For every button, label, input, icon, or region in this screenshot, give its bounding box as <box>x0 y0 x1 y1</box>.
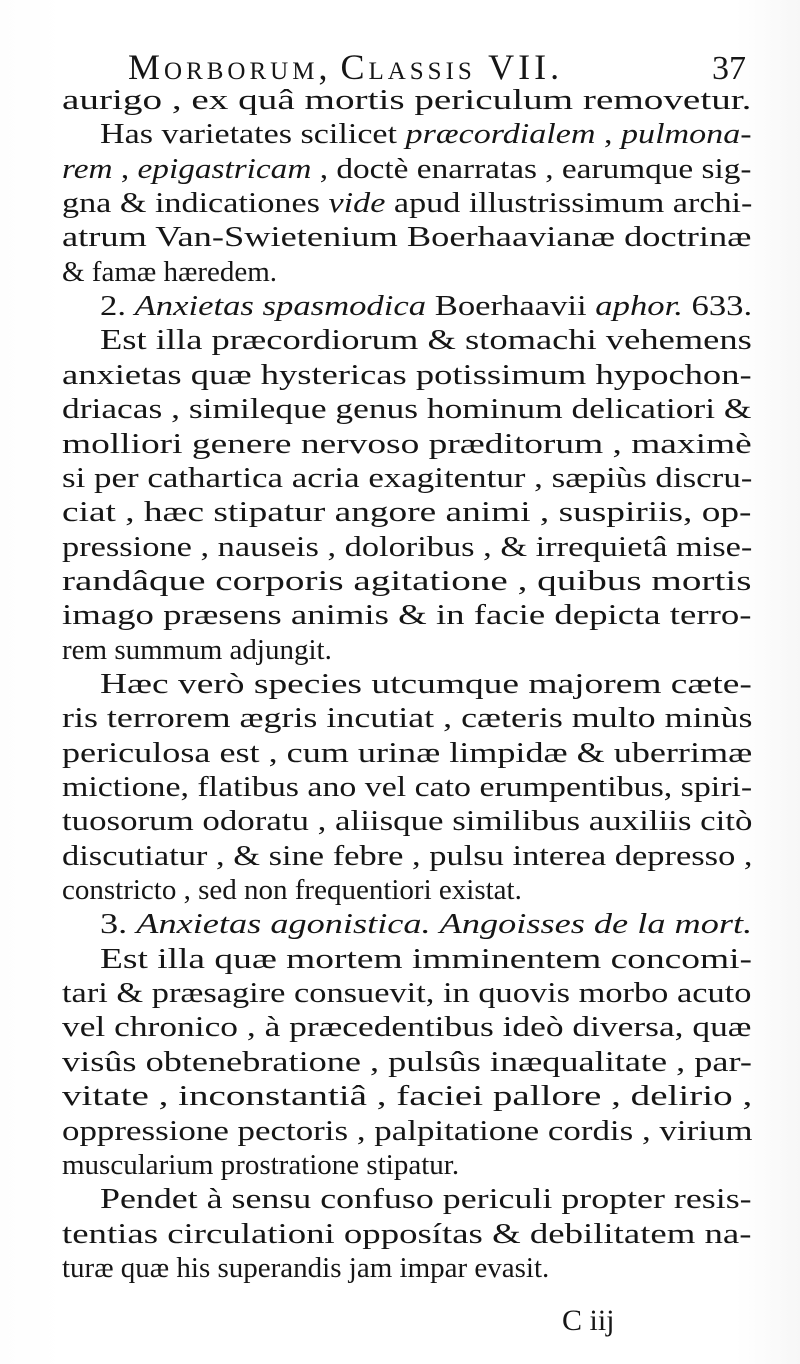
header-title-morborum: Morborum <box>128 47 319 87</box>
text-span: mictione, flatibus ano vel cato erumpentibus, spiri- <box>62 771 753 803</box>
text-line <box>62 1114 753 1148</box>
text-span: & famæ hæredem. <box>62 255 278 288</box>
text-line <box>62 427 752 461</box>
text-line <box>62 83 751 117</box>
text-line <box>62 1148 459 1182</box>
italic-text: rem <box>62 152 113 185</box>
header-separator: , <box>318 47 330 87</box>
text-span: 633. <box>682 290 753 323</box>
text-span: molliori genere nervoso præditorum , maximè <box>62 427 752 460</box>
text-span: periculosa est , cum urinæ limpidæ & uberrimæ <box>62 736 753 769</box>
text-line <box>62 495 751 529</box>
text-line <box>100 942 752 976</box>
text-span: aurigo , ex quâ mortis periculum removetur. <box>62 84 752 116</box>
text-span: muscularium prostratione stipatur. <box>62 1148 460 1181</box>
page-number: 37 <box>712 50 746 87</box>
text-line <box>100 667 752 701</box>
text-line <box>62 701 752 735</box>
text-span: vitate , inconstantiâ , faciei pallore , delirio , <box>62 1080 753 1113</box>
text-line <box>62 873 522 907</box>
text-line <box>62 633 332 667</box>
italic-text: Anxietas agonistica. <box>136 908 431 941</box>
text-line <box>62 839 753 873</box>
text-line <box>62 392 751 426</box>
italic-text: vide <box>328 187 386 220</box>
text-line <box>62 1217 752 1251</box>
text-span: atrum Van-Swietenium Boerhaavianæ doctrinæ <box>62 221 752 254</box>
italic-text: pulmona- <box>621 118 752 151</box>
italic-text: Anxietas spasmodica <box>134 290 427 323</box>
text-span: oppressione pectoris , palpitatione cordis , virium <box>62 1114 753 1147</box>
text-span: Est illa præcordiorum & stomachi vehemens <box>100 324 752 357</box>
text-span: gna & indicationes <box>62 187 329 220</box>
text-line <box>62 186 752 220</box>
text-span: constricto , sed non frequentiori existat. <box>62 874 522 907</box>
italic-text: aphor. <box>595 290 683 323</box>
header-title-classis: Classis VII. <box>340 47 564 87</box>
text-span: Boerhaavii <box>426 290 596 323</box>
text-span: tari & præsagire consuevit, in quovis morbo acuto <box>62 977 752 1010</box>
text-line <box>100 117 752 151</box>
italic-text: epigastricam <box>137 152 312 185</box>
text-span: visûs obtenebratione , pulsûs inæqualitate , par- <box>62 1045 752 1078</box>
text-span: imago præsens animis & in facie depicta terro- <box>62 599 752 632</box>
text-span: pressione , nauseis , doloribus , & irrequietâ mise- <box>62 530 753 563</box>
text-line <box>62 152 751 186</box>
text-line <box>100 907 752 941</box>
text-span: Has varietates scilicet <box>100 118 406 151</box>
text-line <box>62 1010 751 1044</box>
text-span: tuosorum odoratu , aliisque similibus auxiliis citò <box>62 805 753 838</box>
text-line <box>62 255 277 289</box>
text-span: ris terrorem ægris incutiat , cæteris multo minùs <box>62 702 753 735</box>
text-span: Hæc verò species utcumque majorem cæte- <box>100 667 752 700</box>
text-span: vel chronico , à præcedentibus ideò diversa, quæ <box>62 1011 752 1044</box>
italic-text: præcordialem <box>405 118 596 151</box>
text-span: turæ quæ his superandis jam impar evasit. <box>62 1251 550 1284</box>
text-line <box>62 804 752 838</box>
text-span: anxietas quæ hystericas potissimum hypochon- <box>62 358 752 391</box>
text-line <box>62 530 752 564</box>
signature-mark: C iij <box>562 1304 615 1337</box>
text-span: tentias circulationi opposítas & debilitatem na- <box>62 1217 752 1250</box>
text-line <box>62 736 752 770</box>
italic-text: Angoisses de la mort. <box>439 908 753 941</box>
text-span: , <box>595 118 622 151</box>
text-line <box>100 1182 752 1216</box>
text-span: 2. <box>100 290 135 323</box>
text-line <box>62 358 752 392</box>
text-span: , doctè enarratas , earumque sig- <box>311 152 752 185</box>
text-span: randâque corporis agitatione , quibus mortis <box>62 564 752 597</box>
text-span: , <box>112 152 138 185</box>
text-line <box>62 461 752 495</box>
text-span: ciat , hæc stipatur angore animi , suspiriis, op- <box>62 496 752 529</box>
text-line <box>62 1251 549 1285</box>
text-span: driacas , simileque genus hominum delicatiori & <box>62 393 752 426</box>
text-line <box>62 1079 752 1113</box>
text-line <box>62 598 751 632</box>
text-line <box>100 289 752 323</box>
text-span: Est illa quæ mortem imminentem concomi- <box>100 942 753 975</box>
text-span: rem summum adjungit. <box>62 633 332 666</box>
text-line <box>100 323 752 357</box>
text-line <box>62 976 751 1010</box>
text-line <box>62 770 752 804</box>
text-span: 3. <box>100 908 137 941</box>
text-span: discutiatur , & sine febre , pulsu interea depresso , <box>62 839 753 872</box>
text-span: apud illustrissimum archi- <box>385 187 753 220</box>
text-line <box>62 1045 752 1079</box>
text-span: si per cathartica acria exagitentur , sæpiùs discru- <box>62 461 753 494</box>
text-line <box>62 220 751 254</box>
text-line <box>62 564 751 598</box>
text-span: Pendet à sensu confuso periculi propter resis- <box>100 1183 752 1216</box>
